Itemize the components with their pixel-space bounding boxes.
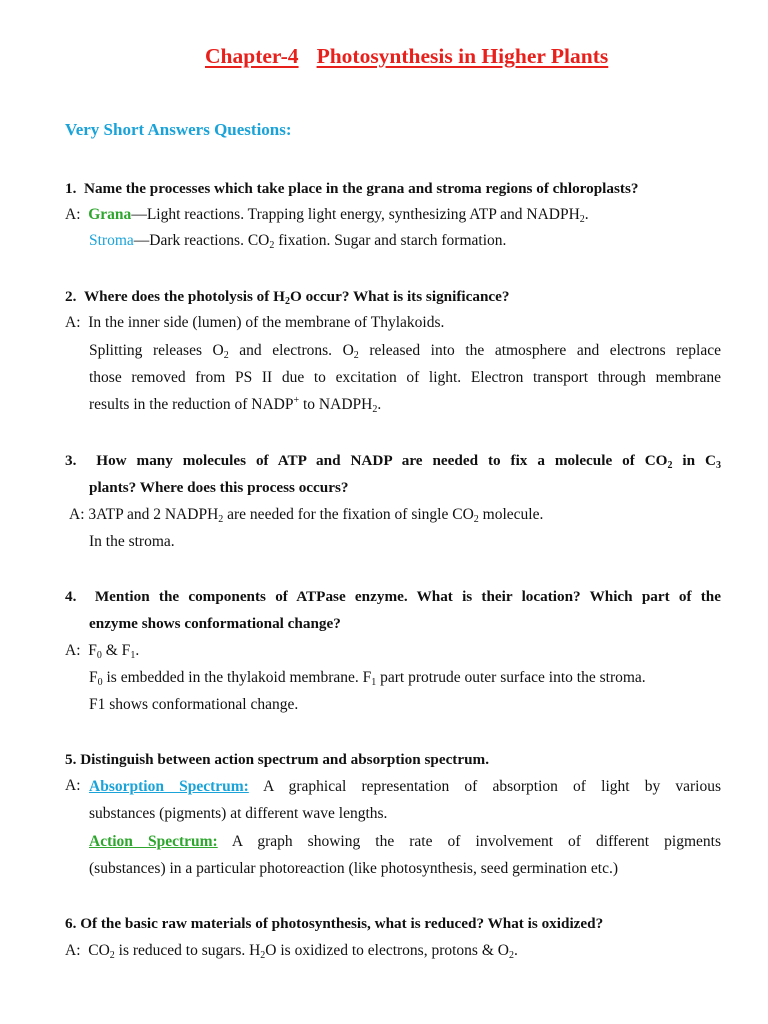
question-3-line-1: 3. How many molecules of ATP and NADP are needed to fix a molecule of $CO_2$ in $C_3$ <box>65 452 721 471</box>
question-6: 6. Of the basic raw materials of photosynthesis, what is reduced? What is oxidized? <box>65 915 604 932</box>
absorption-spectrum-term: Absorption Spectrum: <box>89 778 249 795</box>
answer-3-line-2: In the stroma. <box>89 533 175 550</box>
answer-1-stroma: Stroma—Dark reactions. $CO_2$ fixation. Sugar and starch formation. <box>89 232 507 251</box>
question-2: 2. Where does the photolysis of $H_2O$ occur? What is its significance? <box>65 288 510 307</box>
chapter-number: Chapter-4 <box>205 44 299 68</box>
section-heading: Very Short Answers Questions: <box>65 120 292 139</box>
question-4-line-2: enzyme shows conformational change? <box>89 615 341 632</box>
answer-4-line-3: F1 shows conformational change. <box>89 696 299 713</box>
chapter-name: Photosynthesis in Higher Plants <box>316 44 609 68</box>
question-4-line-1: 4. Mention the components of ATPase enzyme. What is their location? Which part of the <box>65 588 721 605</box>
question-5: 5. Distinguish between action spectrum and absorption spectrum. <box>65 751 490 768</box>
answer-5-action-line-1: Action Spectrum: A graph showing the rate of involvement of different pigments <box>89 833 722 850</box>
chapter-title <box>205 44 608 69</box>
answer-5-action-line-2: (substances) in a particular photoreaction (like photosynthesis, seed germination etc.) <box>89 860 618 877</box>
answer-2-para-line-3: results in the reduction of NADP+ to $NADPH_2$. <box>89 395 382 415</box>
answer-6: A: $CO_2$ is reduced to sugars. $H_2O$ is oxidized to electrons, protons & $O_2$. <box>65 942 518 961</box>
answer-4-line-1: A: $F_0$ & $F_1$. <box>65 642 140 661</box>
grana-term: Grana <box>88 206 132 223</box>
answer-2-para-line-1: Splitting releases $O_2$ and electrons. $O_2$ released into the atmosphere and electrons replace <box>89 342 721 361</box>
answer-1-grana: A: Grana—Light reactions. Trapping light energy, synthesizing ATP and $NADPH_2$. <box>65 206 589 225</box>
question-3-line-2: plants? Where does this process occurs? <box>89 479 349 496</box>
action-spectrum-term: Action Spectrum: <box>89 833 218 850</box>
question-1: 1. Name the processes which take place in the grana and stroma regions of chloroplasts? <box>65 180 639 197</box>
answer-4-line-2: $F_0$ is embedded in the thylakoid membrane. $F_1$ part protrude outer surface into the stroma. <box>89 669 646 688</box>
answer-2-para-line-2: those removed from PS II due to excitation of light. Electron transport through membrane <box>89 369 721 386</box>
answer-5-absorption-line-1: Absorption Spectrum: A graphical representation of absorption of light by various <box>89 778 721 795</box>
answer-3-line-1: A: 3ATP and 2 $NADPH_2$ are needed for the fixation of single $CO_2$ molecule. <box>69 506 544 525</box>
answer-2-line-1: A: In the inner side (lumen) of the membrane of Thylakoids. <box>65 314 445 331</box>
answer-5-label: A: <box>65 777 81 794</box>
answer-5-absorption-line-2: substances (pigments) at different wave lengths. <box>89 805 388 822</box>
stroma-term: Stroma <box>89 232 134 249</box>
